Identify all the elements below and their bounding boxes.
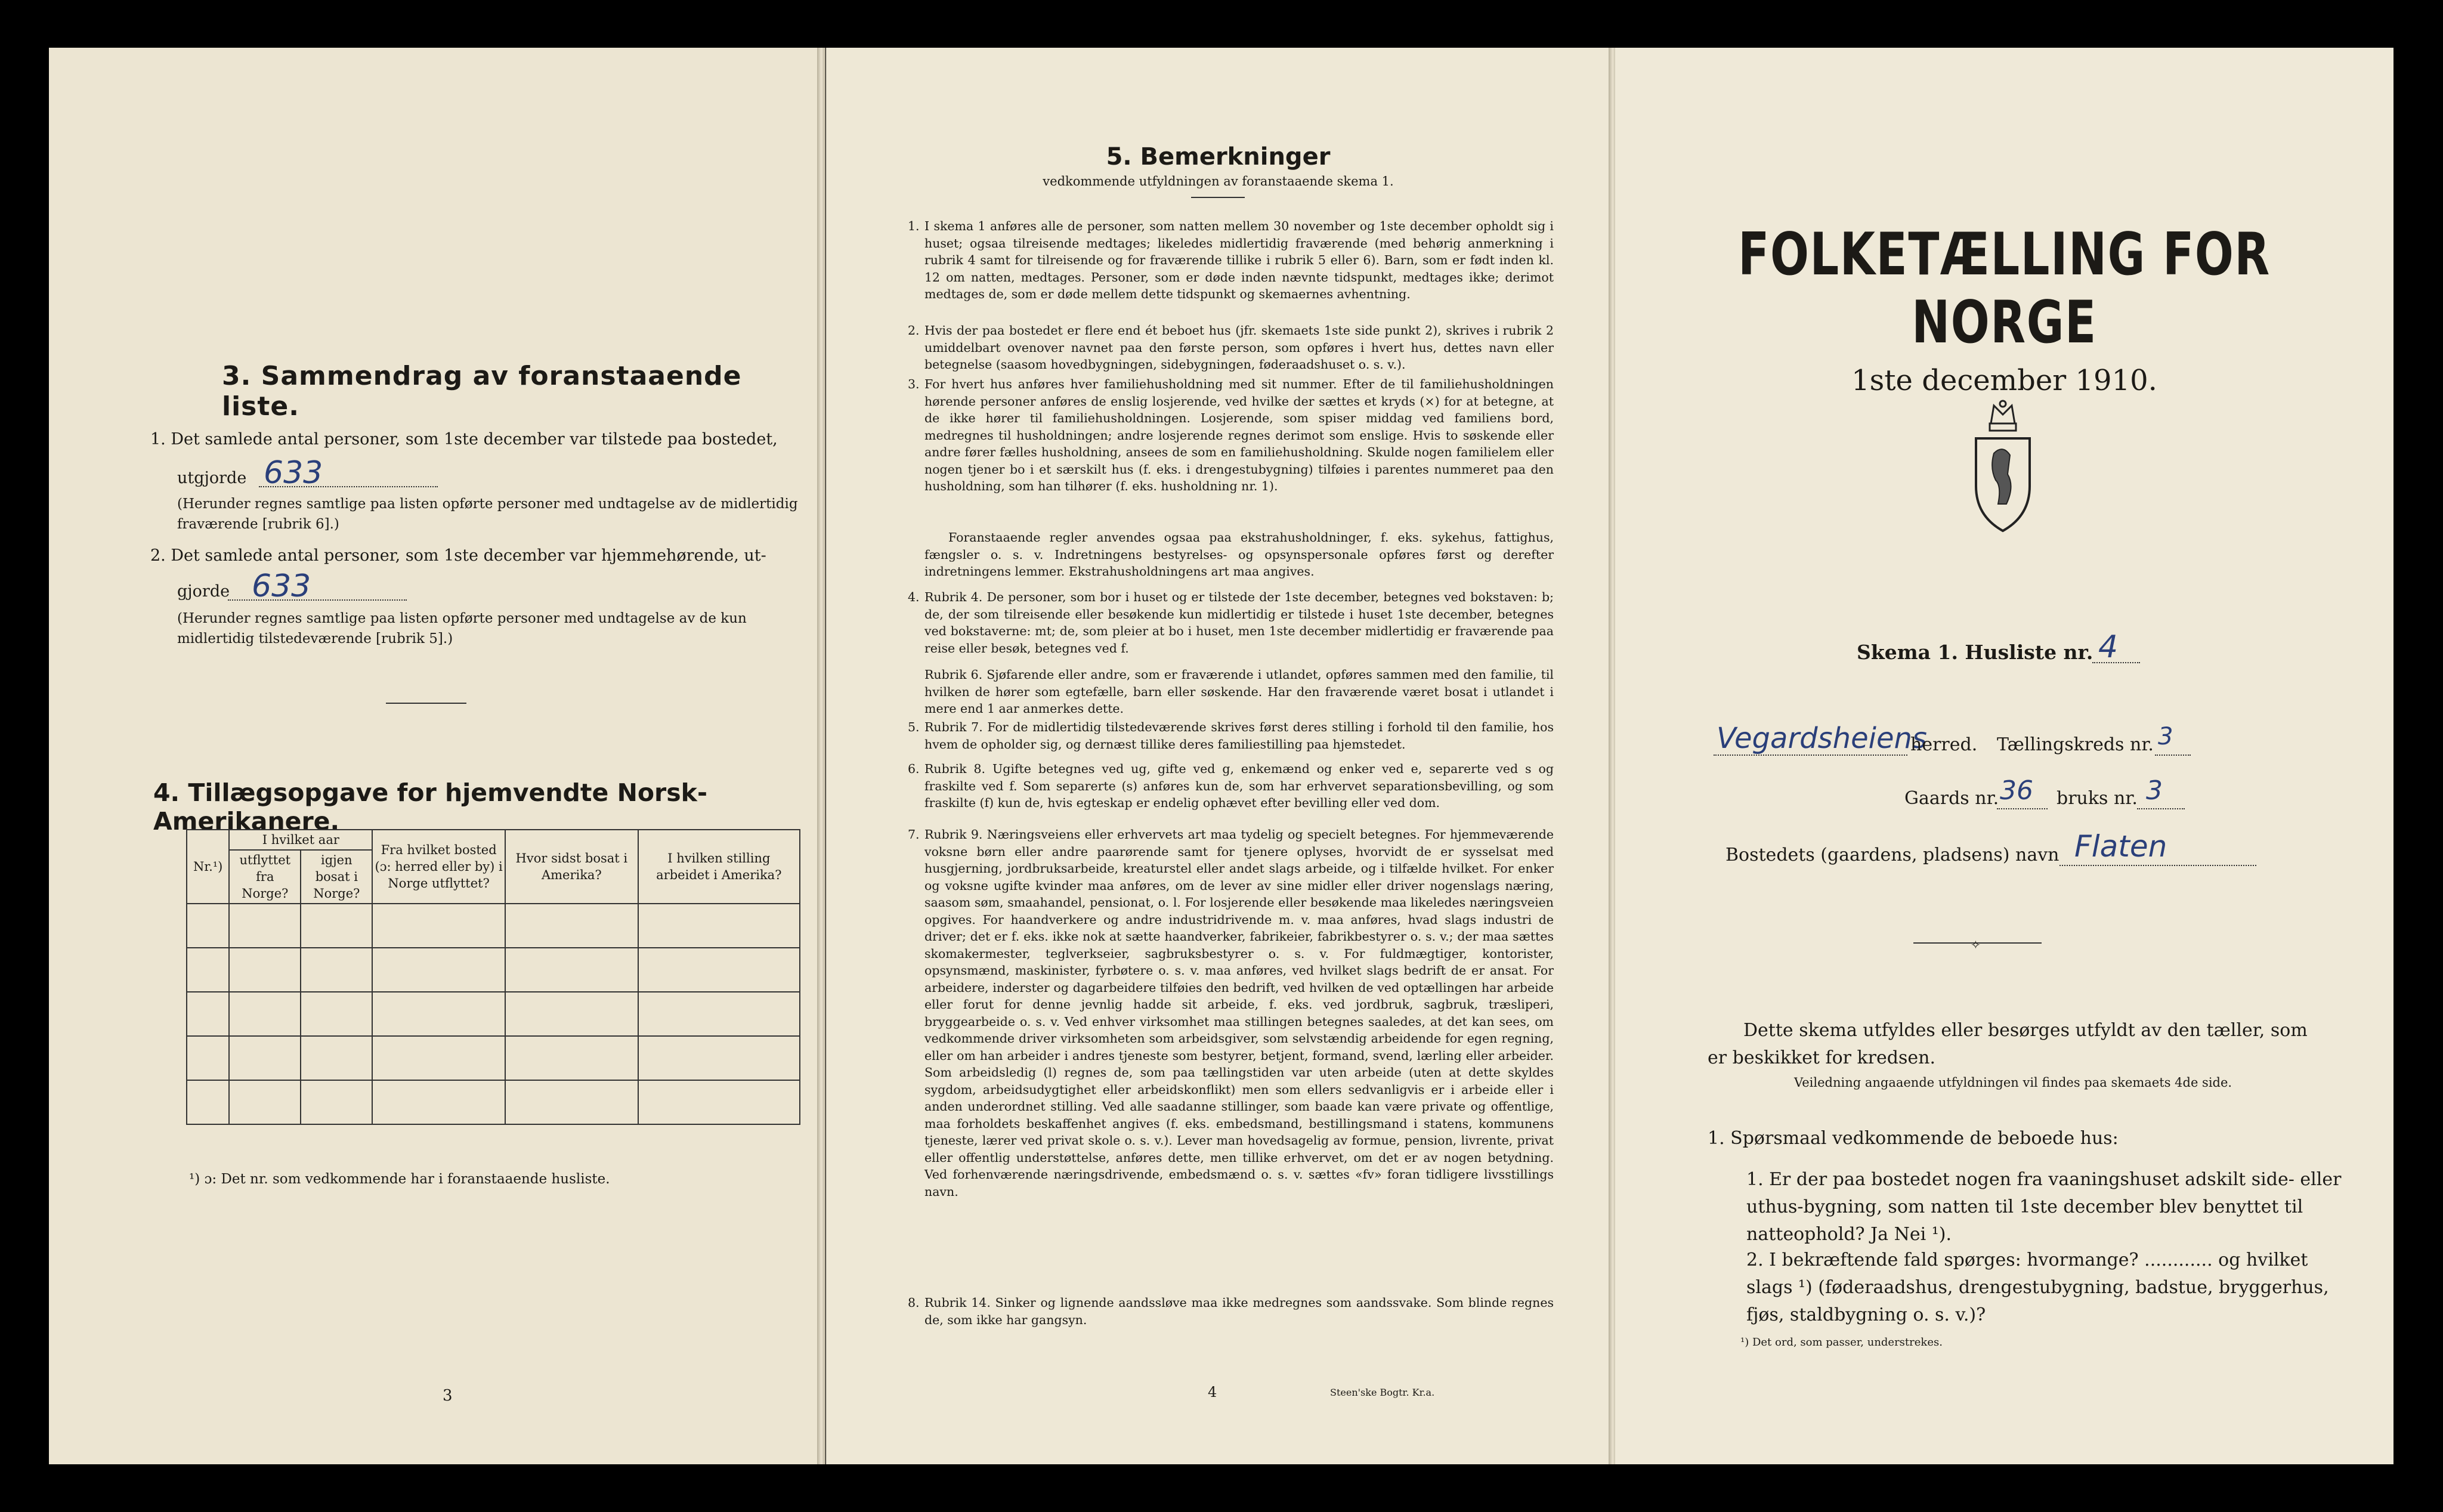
bosted-value: Flaten xyxy=(2074,829,2167,864)
returnee-table xyxy=(186,829,800,1125)
divider xyxy=(386,703,466,704)
col-nr: Nr.¹) xyxy=(187,830,229,904)
section3-item2: 2. Det samlede antal personer, som 1ste december var hjemmehørende, ut- xyxy=(150,546,766,565)
section4-footnote: ¹) ɔ: Det nr. som vedkommende har i foranstaaende husliste. xyxy=(189,1171,610,1187)
instructions: Dette skema utfyldes eller besørges utfyldt av den tæller, som er beskikket for kredsen. xyxy=(1708,1020,2308,1068)
table-row xyxy=(187,1036,800,1080)
remark-3b: Foranstaaende regler anvendes ogsaa paa ekstrahusholdninger, f. eks. sykehus, fattighus, fængsler o. s. v. Indretningens bestyrelses- og opsynspersonale opføres først og derefter indretningens lemmer. Ekstrahusholdningens art maa angives. xyxy=(924,530,1554,579)
page-number-mid: 4 xyxy=(1208,1384,1217,1400)
col-from: Fra hvilket bosted (ɔ: herred eller by) i Norge utflyttet? xyxy=(372,830,505,904)
table-row xyxy=(187,992,800,1036)
remark-3: 3. For hvert hus anføres hver familiehusholdning med sit nummer. Efter de til familiehusholdningen hørende personer anføres de enslig losjerende, ved hvilke der sættes et kryds (×) for at betegne, at de ikke hører til familiehusholdningen. Losjerende, som spiser middag ved familiens bord, medregnes til husholdningen; andre losjerende regnes derimot som enslige. Hvis to søskende eller andre fører fælles husholdning, ansees de som en familiehusholdning. Skulde nogen familielem eller nogen tjener bo i et særskilt hus (f. eks. i drengestubygning) tilføies i parentes nummeret paa den husholdning, som han tilhører (f. eks. husholdning nr. 1). xyxy=(908,377,1554,493)
table-row xyxy=(187,948,800,992)
questions-heading: 1. Spørsmaal vedkommende de beboede hus: xyxy=(1708,1128,2119,1149)
remark-8: 8. Rubrik 14. Sinker og lignende aandssløve maa ikke medregnes som aandssvake. Som blinde regnes de, som ikke har gangsyn. xyxy=(908,1295,1554,1327)
section5-subheading: vedkommende utfyldningen av foranstaaende skema 1. xyxy=(1043,174,1394,188)
page-fold xyxy=(817,48,825,1464)
page-left xyxy=(49,48,818,1464)
ornament-icon: ✧ xyxy=(1971,938,1981,952)
printer-mark: Steen'ske Bogtr. Kr.a. xyxy=(1330,1387,1435,1398)
col-group: I hvilket aar xyxy=(229,830,372,850)
table-row xyxy=(187,1080,800,1124)
skema-label: Skema 1. Husliste nr. xyxy=(1857,641,2093,664)
remark-4: 4. Rubrik 4. De personer, som bor i huset og er tilstede der 1ste december, betegnes ved bokstaven: b; de, der som tilreisende eller besøkende kun midlertidig er tilstede i huset 1ste december, betegnes ved bokstaverne: mt; de, som pleier at bo i huset, men 1ste december midlertidig er fraværende paa reise eller besøk, betegnes ved f. xyxy=(908,590,1554,655)
table-row xyxy=(187,904,800,948)
question-1: 1. Er der paa bostedet nogen fra vaaningshuset adskilt side- eller uthus-bygning, som natten til 1ste december blev benyttet til natteophold? Ja Nei ¹). xyxy=(1746,1169,2342,1245)
section3-item1-label: utgjorde xyxy=(177,469,247,487)
herred-label: herred. xyxy=(1910,734,1978,755)
question-2: 2. I bekræftende fald spørges: hvormange? ............ og hvilket slags ¹) (føderaadshus, drengestubygning, badstue, bryggerhus, fjøs, staldbygning o. s. v.)? xyxy=(1746,1250,2329,1325)
section5-heading: 5. Bemerkninger xyxy=(1106,143,1331,171)
bruks-value: 3 xyxy=(2146,775,2163,806)
remark-6: 6. Rubrik 8. Ugifte betegnes ved ug, gifte ved g, enkemænd og enker ved e, separerte ved s og fraskilte ved f. Som separerte (s) anføres kun de, som har erhvervet separationsbevilling, og som fraskilte (f) kun de, hvis egteskap er endelig ophævet efter bevilling eller ved dom. xyxy=(908,762,1554,810)
remark-4b: Rubrik 6. Sjøfarende eller andre, som er fraværende i utlandet, opføres sammen med den familie, til hvilken de hører som egtefælle, barn eller søskende. Har den fraværende været bosat i utlandet i mere end 1 aar anmerkes dette. xyxy=(924,667,1554,716)
right-footnote: ¹) Det ord, som passer, understrekes. xyxy=(1740,1336,1943,1349)
page-mid xyxy=(826,48,1610,1464)
document-date: 1ste december 1910. xyxy=(1851,364,2157,397)
kreds-value: 3 xyxy=(2158,723,2173,750)
gaards-label: Gaards nr. xyxy=(1904,788,1999,809)
bruks-label: bruks nr. xyxy=(2057,788,2138,809)
guidance: Veiledning angaaende utfyldningen vil findes paa skemaets 4de side. xyxy=(1794,1075,2232,1090)
husliste-nr: 4 xyxy=(2098,629,2119,665)
divider xyxy=(1191,197,1245,198)
section4-heading: 4. Tillægsopgave for hjemvendte Norsk-Amerikanere. xyxy=(153,778,707,836)
remark-1: 1. I skema 1 anføres alle de personer, som natten mellem 30 november og 1ste december opholdt sig i huset; ogsaa tilreisende medtages; likeledes midlertidig fraværende (med behørig anmerkning i rubrik 4 samt for tilreisende og for fraværende tillike i rubrik 5 eller 6). Barn, som er født inden kl. 12 om natten, medtages. Personer, som er døde inden nævnte tidspunkt, medtages ikke; derimot medtages de, som er døde mellem dette tidspunkt og skemaernes avhentning. xyxy=(908,219,1554,301)
page-right xyxy=(1615,48,2393,1464)
remark-2: 2. Hvis der paa bostedet er flere end ét beboet hus (jfr. skemaets 1ste side punkt 2), skrives i rubrik 2 umiddelbart ovenover navnet paa den første person, som opføres i hvert hus, dettes navn eller betegnelse (saasom hovedbygningen, sidebygningen, føderaadshuset o. s. v.). xyxy=(908,323,1554,372)
section3-heading: 3. Sammendrag av foranstaaende liste. xyxy=(222,361,742,422)
col-where: Hvor sidst bosat i Amerika? xyxy=(505,830,638,904)
col-returned: igjen bosat i Norge? xyxy=(301,850,372,904)
bosted-label: Bostedets (gaardens, pladsens) navn xyxy=(1725,845,2059,865)
section3-item2-note: (Herunder regnes samtlige paa listen opførte personer med undtagelse av de kun midlertidig tilstedeværende [rubrik 5].) xyxy=(177,611,747,647)
document-title: FOLKETÆLLING FOR NORGE xyxy=(1738,221,2271,357)
section3-item2-value: 633 xyxy=(252,568,311,604)
remark-7: 7. Rubrik 9. Næringsveiens eller erhvervets art maa tydelig og specielt betegnes. For hjemmeværende voksne børn eller andre paarørende samt for tjenere oplyses, hvorvidt de er sysselsat med husgjerning, jordbruksarbeide, kreaturstel eller andet slags arbeide, og i tilfælde hvilket. For enker og voksne ugifte kvinder maa anføres, om de lever av sine midler eller driver nogenslags næring, saasom søm, smaahandel, pensionat, o. l. For losjerende eller besøkende maa likeledes næringsveien opgives. For haandverkere og andre industridrivende m. v. maa anføres, hvad slags industri de driver; det er f. eks. ikke nok at sætte haandverker, fabrikeier, fabrikbestyrer o. s. v.; der maa sættes skomakermester, teglverkseier, sagbruksbestyrer o. s. v. For fuldmægtiger, kontorister, opsynsmænd, maskinister, fyrbøtere o. s. v. maa anføres, ved hvilket slags bedrift de er ansat. For arbeidere, inderster og dagarbeidere tilføies den bedrift, ved hvilken de ved optællingen har arbeide eller forut for denne jevnlig hadde sit arbeide, f. eks. ved jordbruk, sagbruk, træsliperi, bryggearbeide o. s. v. Ved enhver virksomhet maa stillingen betegnes saaledes, at det kan sees, om vedkommende driver virksomheten som arbeidsgiver, som selvstændig arbeidende for egen regning, eller om han arbeider i andres tjeneste som bestyrer, betjent, formand, svend, lærling eller arbeider. Som arbeidsledig (l) regnes de, som paa tællingstiden var uten arbeide (uten at dette skyldes sygdom, arbeidsudygtighet eller arbeidskonflikt) men som ellers sedvanligvis er i arbeide eller i anden underordnet stilling. Ved alle saadanne stillinger, som baade kan være private og offentlige, maa forholdets beskaffenhet angives (f. eks. embedsmand, bestillingsmand i statens, kommunens tjeneste, lærer ved privat skole o. s. v.). Lever man hovedsagelig av formue, pension, livrente, privat eller offentlig understøttelse, anføres dette, men tillike erhvervet, om det er av nogen betydning. Ved forhenværende næringsdrivende, embedsmænd o. s. v. sættes «fv» foran tidligere livsstillings navn. xyxy=(908,827,1554,1199)
kreds-label: Tællingskreds nr. xyxy=(1997,734,2154,755)
herred-value: Vegardsheiens xyxy=(1717,722,1927,755)
section3-item1-note: (Herunder regnes samtlige paa listen opførte personer med undtagelse av de midlertidig fraværende [rubrik 6].) xyxy=(177,496,798,532)
col-occupation: I hvilken stilling arbeidet i Amerika? xyxy=(638,830,800,904)
section3-item1: 1. Det samlede antal personer, som 1ste december var tilstede paa bostedet, xyxy=(150,430,778,449)
page-number-left: 3 xyxy=(443,1387,453,1405)
remark-5: 5. Rubrik 7. For de midlertidig tilstedeværende skrives først deres stilling i forhold til den familie, hos hvem de opholder sig, og dernæst tillike deres familiestilling paa hjemstedet. xyxy=(908,720,1554,752)
section3-item1-value: 633 xyxy=(264,455,323,491)
col-emigrated: utflyttet fra Norge? xyxy=(229,850,301,904)
section3-item2-label: gjorde xyxy=(177,582,230,601)
coat-of-arms-icon xyxy=(1967,397,2039,540)
gaards-value: 36 xyxy=(2000,775,2033,806)
